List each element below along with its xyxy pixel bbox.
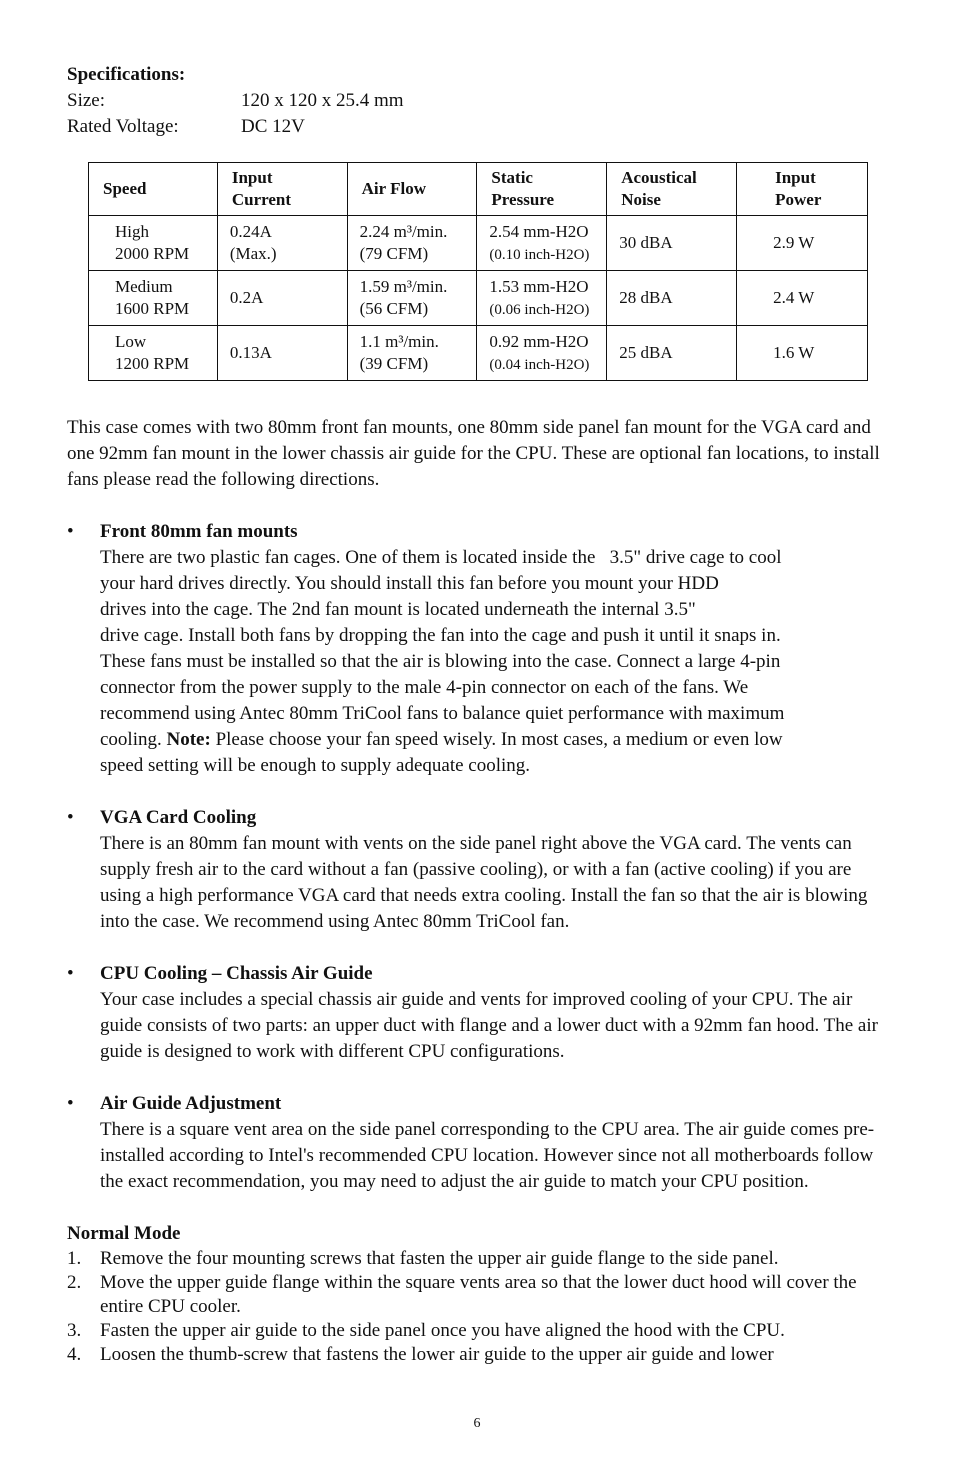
spec-label: Rated Voltage: (67, 116, 179, 137)
section-body: There is a square vent area on the side panel corresponding to the CPU area. The air guide comes pre-installed according to Intel's recommended CPU location. However since not all motherboards follow the exact recommendation, you may need to adjust the air guide to match your CPU position. (100, 1119, 875, 1192)
section-line: drive cage. Install both fans by dropping the fan into the cage and push it until it snaps in. (100, 625, 781, 646)
spec-label: Size: (67, 90, 105, 111)
section-vga-card-cooling (67, 805, 891, 935)
section-body: There is an 80mm fan mount with vents on the side panel right above the VGA card. The vents can supply fresh air to the card without a fan (passive cooling), or with a fan (active cooling) if you are using a high performance VGA card that needs extra cooling. Install the fan so that the air is blowing into the case. We recommend using Antec 80mm TriCool fan. (100, 833, 868, 932)
section-line: recommend using Antec 80mm TriCool fans to balance quiet performance with maximum (100, 703, 785, 724)
cell-speed: Medium 1600 RPM (89, 271, 218, 326)
note-label: Note: (166, 729, 211, 750)
cell-power: 2.4 W (737, 271, 868, 326)
section-title: Air Guide Adjustment (100, 1093, 282, 1114)
normal-mode-steps (67, 1247, 891, 1367)
cell-speed: High 2000 RPM (89, 216, 218, 271)
cell-noise: 28 dBA (607, 271, 737, 326)
table-row (89, 271, 868, 326)
header-air-flow: Air Flow (347, 163, 477, 216)
note-line: cooling. Note: Please choose your fan speed wisely. In most cases, a medium or even low (100, 729, 783, 750)
section-body: Your case includes a special chassis air guide and vents for improved cooling of your CPU. The air guide consists of two parts: an upper duct with flange and a lower duct with a 92mm fan hood. The air guide is designed to work with different CPU configurations. (100, 989, 878, 1062)
section-line: There are two plastic fan cages. One of them is located inside the 3.5" drive cage to cool (100, 547, 782, 568)
page-number: 6 (473, 1416, 481, 1431)
list-item: 1. Remove the four mounting screws that fasten the upper air guide flange to the side panel. (67, 1248, 779, 1269)
spec-value: 120 x 120 x 25.4 mm (241, 90, 404, 111)
cell-pressure: 0.92 mm-H2O (0.04 inch-H2O) (477, 326, 607, 381)
header-static-pressure: Static Pressure (477, 163, 607, 216)
cell-power: 2.9 W (737, 216, 868, 271)
section-front-fan-mounts (67, 519, 891, 779)
section-title: VGA Card Cooling (100, 807, 257, 828)
manual-page (67, 62, 891, 1367)
spec-row-voltage (67, 114, 891, 140)
section-air-guide-adjustment (67, 1091, 891, 1195)
cell-noise: 30 dBA (607, 216, 737, 271)
section-title: CPU Cooling – Chassis Air Guide (100, 963, 373, 984)
section-title: Front 80mm fan mounts (100, 521, 298, 542)
cell-power: 1.6 W (737, 326, 868, 381)
section-cpu-cooling (67, 961, 891, 1065)
list-item: 4. Loosen the thumb-screw that fastens the lower air guide to the upper air guide and lower (67, 1344, 774, 1365)
cell-noise: 25 dBA (607, 326, 737, 381)
section-line: your hard drives directly. You should install this fan before you mount your HDD (100, 573, 719, 594)
header-input-current: Input Current (217, 163, 347, 216)
bullet-icon: • (67, 963, 74, 984)
cell-pressure: 1.53 mm-H2O (0.06 inch-H2O) (477, 271, 607, 326)
section-line: connector from the power supply to the male 4-pin connector on each of the fans. We (100, 677, 749, 698)
cell-airflow: 1.1 m³/min. (39 CFM) (347, 326, 477, 381)
header-input-power: Input Power (737, 163, 868, 216)
header-acoustical-noise: Acoustical Noise (607, 163, 737, 216)
fan-spec-table (88, 162, 868, 381)
table-row (89, 216, 868, 271)
spec-value: DC 12V (241, 116, 305, 137)
section-line: speed setting will be enough to supply adequate cooling. (100, 755, 531, 776)
cell-airflow: 2.24 m³/min. (79 CFM) (347, 216, 477, 271)
cell-current: 0.13A (217, 326, 347, 381)
list-item: 2. Move the upper guide flange within the square vents area so that the lower duct hood will cover the entire CPU cooler. (67, 1272, 857, 1317)
table-row (89, 326, 868, 381)
bullet-icon: • (67, 1093, 74, 1114)
specifications-title: Specifications: (67, 64, 186, 85)
cell-current: 0.24A (Max.) (217, 216, 347, 271)
header-speed: Speed (89, 163, 218, 216)
section-line: drives into the cage. The 2nd fan mount is located underneath the internal 3.5" (100, 599, 696, 620)
cell-airflow: 1.59 m³/min. (56 CFM) (347, 271, 477, 326)
spec-row-size (67, 88, 891, 114)
cell-pressure: 2.54 mm-H2O (0.10 inch-H2O) (477, 216, 607, 271)
table-header-row (89, 163, 868, 216)
normal-mode-title: Normal Mode (67, 1223, 181, 1244)
intro-paragraph: This case comes with two 80mm front fan mounts, one 80mm side panel fan mount for the VGA card and one 92mm fan mount in the lower chassis air guide for the CPU. These are optional fan locations, to install fans please read the following directions. (67, 417, 880, 490)
bullet-icon: • (67, 807, 74, 828)
list-item: 3. Fasten the upper air guide to the side panel once you have aligned the hood with the CPU. (67, 1320, 785, 1341)
bullet-icon: • (67, 521, 74, 542)
section-line: These fans must be installed so that the air is blowing into the case. Connect a large 4-pin (100, 651, 781, 672)
cell-current: 0.2A (217, 271, 347, 326)
cell-speed: Low 1200 RPM (89, 326, 218, 381)
